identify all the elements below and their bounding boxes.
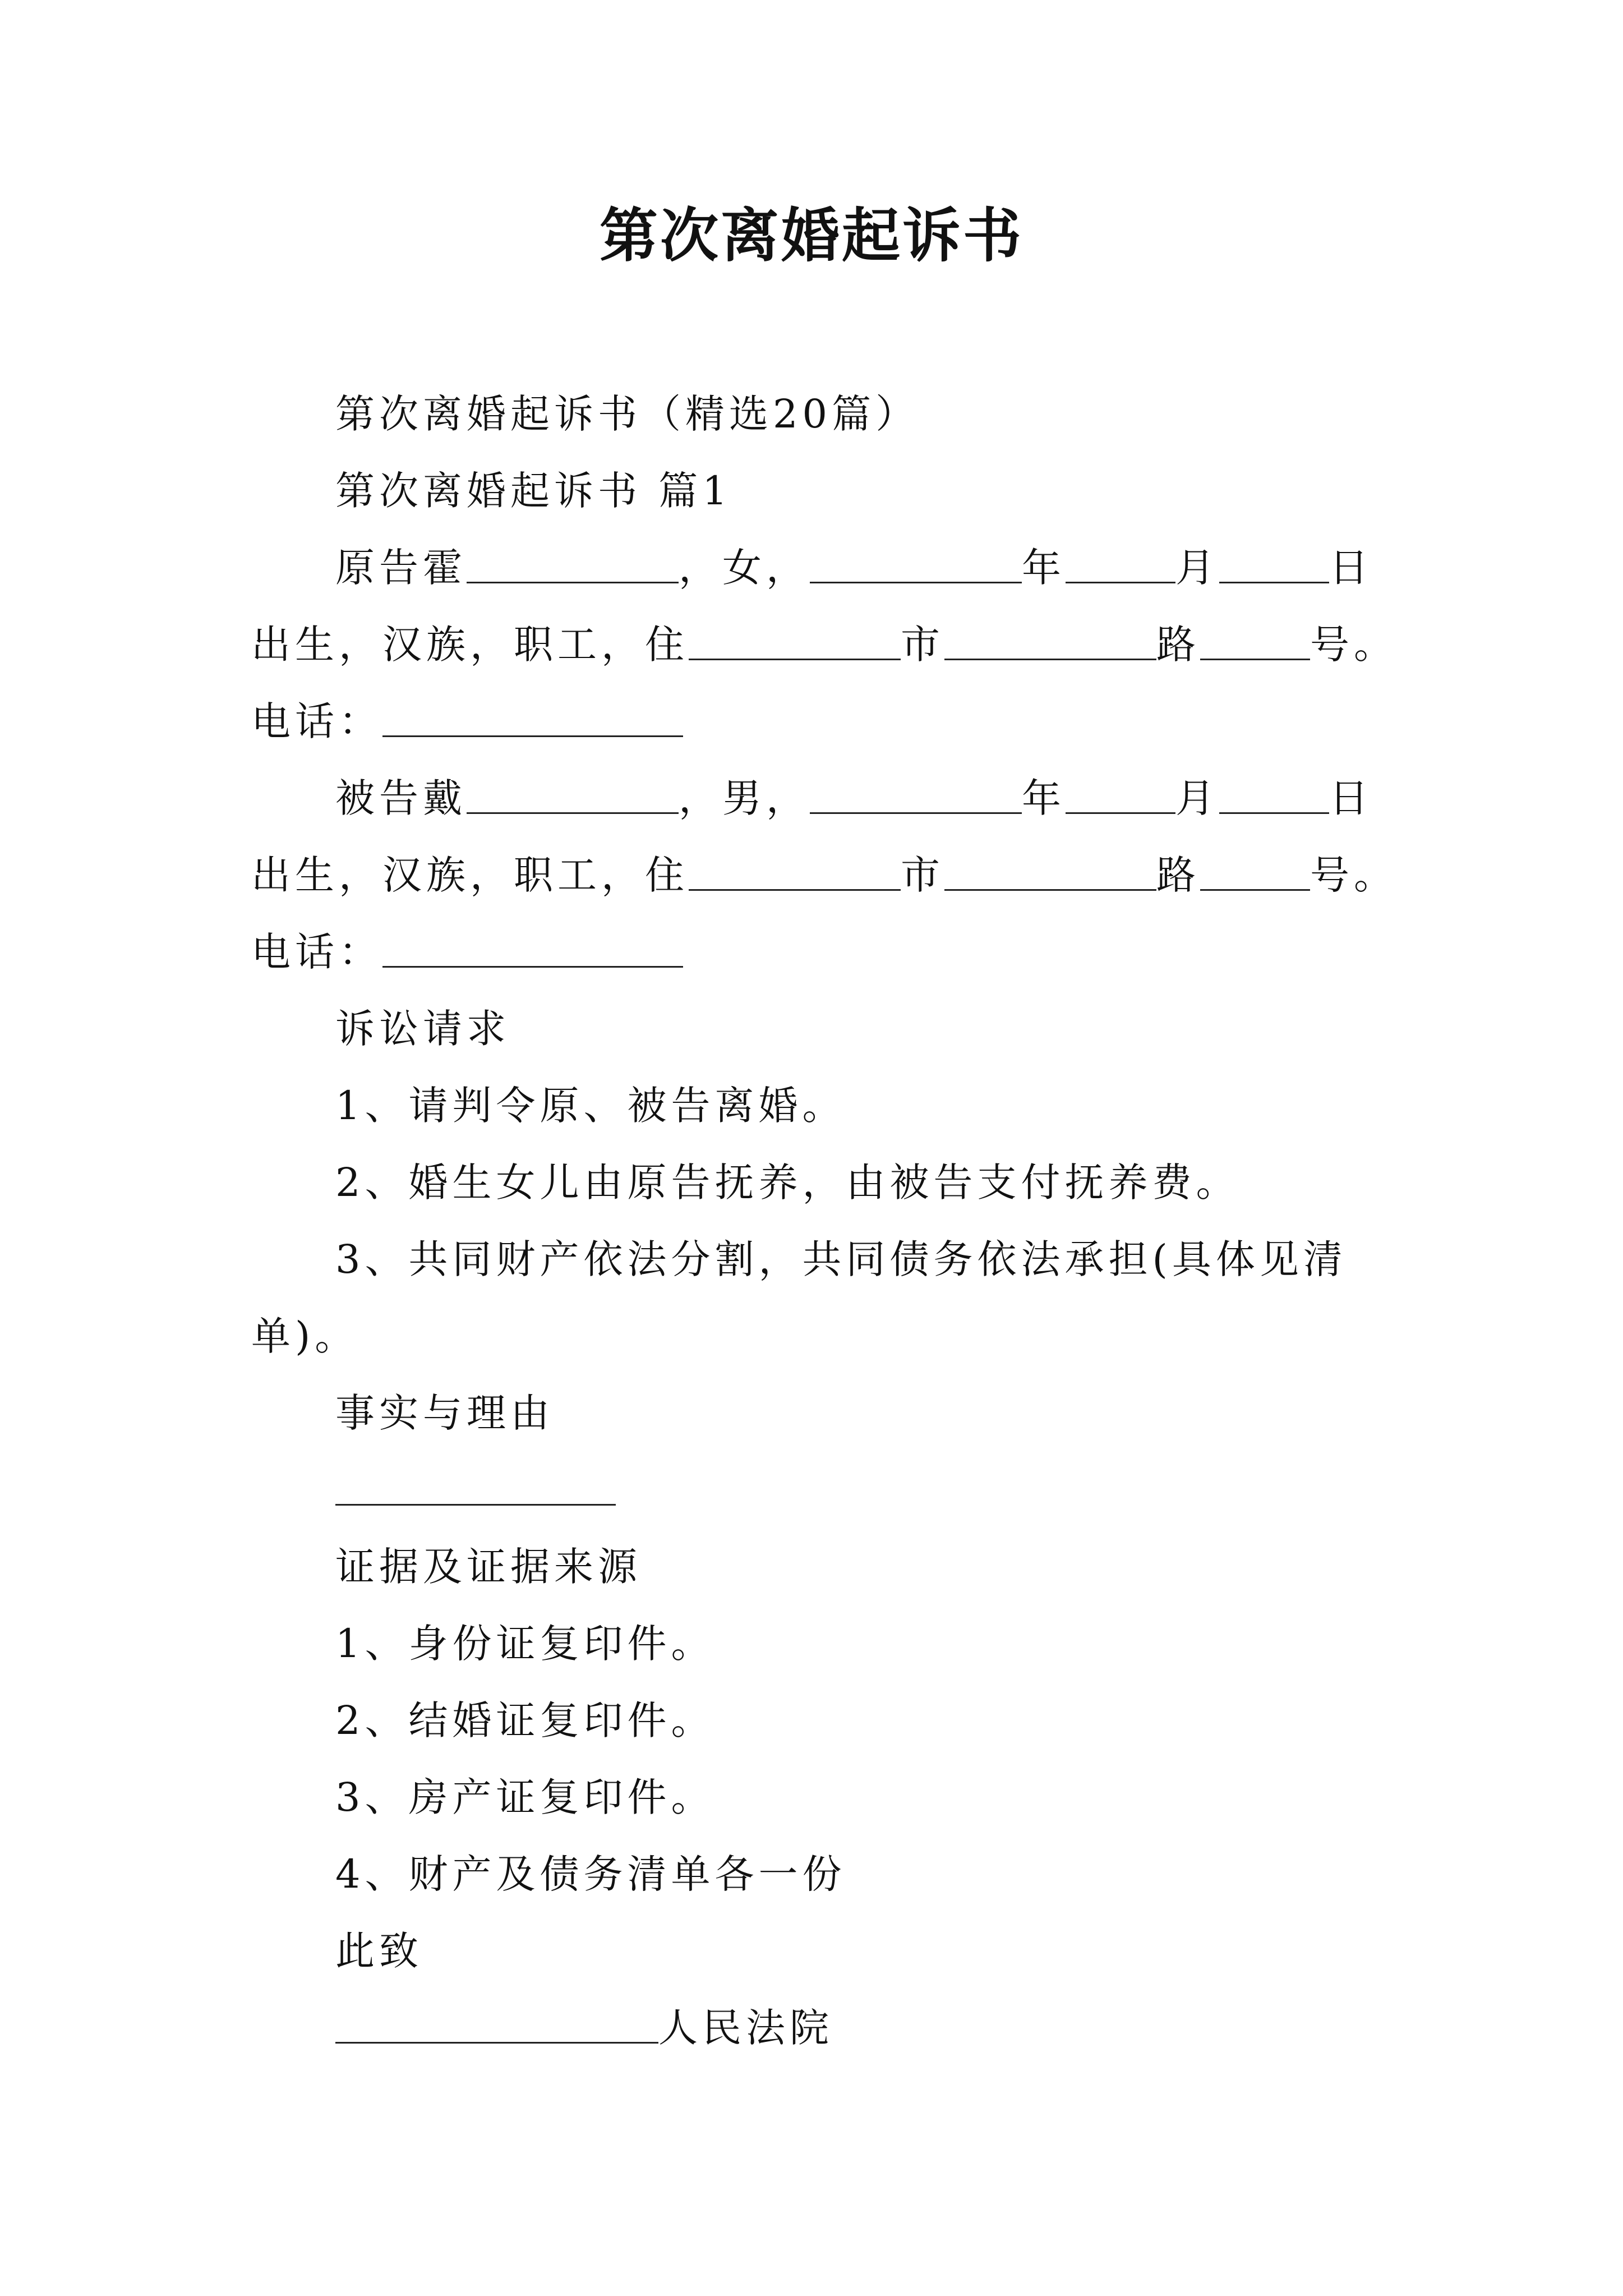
plaintiff-line-1 (251, 530, 1395, 606)
plaintiff-phone-line (251, 683, 1395, 760)
facts-blank[interactable] (335, 1470, 616, 1506)
plaintiff-line-2 (251, 606, 1398, 683)
plaintiff-number-label: 号。 (1310, 622, 1398, 668)
evidence-item: 4、财产及债务清单各一份 (335, 1851, 846, 1897)
plaintiff-road-label: 路 (1156, 622, 1200, 668)
defendant-label: 被告戴 (335, 775, 467, 821)
defendant-phone-blank[interactable] (382, 932, 683, 968)
closing-salutation: 此致 (335, 1928, 423, 1974)
defendant-month-label: 月 (1175, 775, 1219, 821)
defendant-line-2 (251, 837, 1398, 914)
plaintiff-label: 原告霍 (335, 545, 467, 591)
defendant-road-label: 路 (1156, 852, 1200, 898)
document-body (251, 376, 1398, 2067)
defendant-year-label: 年 (1022, 775, 1066, 821)
court-suffix: 人民法院 (658, 2005, 833, 2051)
facts-line (251, 1452, 1395, 1529)
defendant-number-blank[interactable] (1200, 855, 1310, 891)
claim-item: 2、婚生女儿由原告抚养，由被告支付抚养费。 (335, 1159, 1240, 1205)
defendant-birth-year-blank[interactable] (810, 779, 1022, 814)
court-name-blank[interactable] (335, 2008, 658, 2044)
defendant-address-prefix: 出生，汉族，职工，住 (251, 852, 689, 898)
plaintiff-address-prefix: 出生，汉族，职工，住 (251, 622, 689, 668)
defendant-city-blank[interactable] (689, 855, 901, 891)
claim-item: 3、共同财产依法分割，共同债务依法承担(具体见清 (335, 1236, 1347, 1282)
court-line (251, 1990, 1395, 2067)
evidence-heading: 证据及证据来源 (335, 1544, 642, 1590)
defendant-line-1 (251, 760, 1395, 837)
plaintiff-phone-blank[interactable] (382, 702, 683, 737)
defendant-birth-day-blank[interactable] (1219, 779, 1329, 814)
plaintiff-phone-label: 电话： (251, 698, 382, 744)
plaintiff-city-label: 市 (901, 622, 944, 668)
evidence-item: 3、房产证复印件。 (335, 1774, 715, 1820)
plaintiff-road-blank[interactable] (944, 625, 1156, 660)
evidence-item: 1、身份证复印件。 (335, 1621, 715, 1667)
defendant-gender: ，男， (679, 775, 810, 821)
defendant-phone-label: 电话： (251, 929, 382, 975)
claims-heading: 诉讼请求 (335, 1006, 510, 1052)
defendant-name-blank[interactable] (467, 779, 679, 814)
plaintiff-birth-day-blank[interactable] (1219, 548, 1329, 583)
plaintiff-name-blank[interactable] (467, 548, 679, 583)
defendant-road-blank[interactable] (944, 855, 1156, 891)
document-subtitle: 第次离婚起诉书（精选20篇） (335, 391, 920, 437)
defendant-birth-month-blank[interactable] (1066, 779, 1175, 814)
defendant-number-label: 号。 (1310, 852, 1398, 898)
plaintiff-number-blank[interactable] (1200, 625, 1310, 660)
document-title: 第次离婚起诉书 (599, 201, 1023, 270)
facts-heading: 事实与理由 (335, 1390, 554, 1436)
defendant-day-label: 日 (1329, 775, 1373, 821)
defendant-phone-line (251, 914, 1395, 991)
claim-item: 1、请判令原、被告离婚。 (335, 1083, 846, 1129)
plaintiff-month-label: 月 (1175, 545, 1219, 591)
claim-item-continued: 单)。 (251, 1313, 359, 1359)
defendant-city-label: 市 (901, 852, 944, 898)
section-heading: 第次离婚起诉书 篇1 (335, 468, 732, 514)
plaintiff-day-label: 日 (1329, 545, 1373, 591)
plaintiff-gender: ，女， (679, 545, 810, 591)
plaintiff-year-label: 年 (1022, 545, 1066, 591)
plaintiff-city-blank[interactable] (689, 625, 901, 660)
plaintiff-birth-year-blank[interactable] (810, 548, 1022, 583)
plaintiff-birth-month-blank[interactable] (1066, 548, 1175, 583)
evidence-item: 2、结婚证复印件。 (335, 1697, 715, 1743)
